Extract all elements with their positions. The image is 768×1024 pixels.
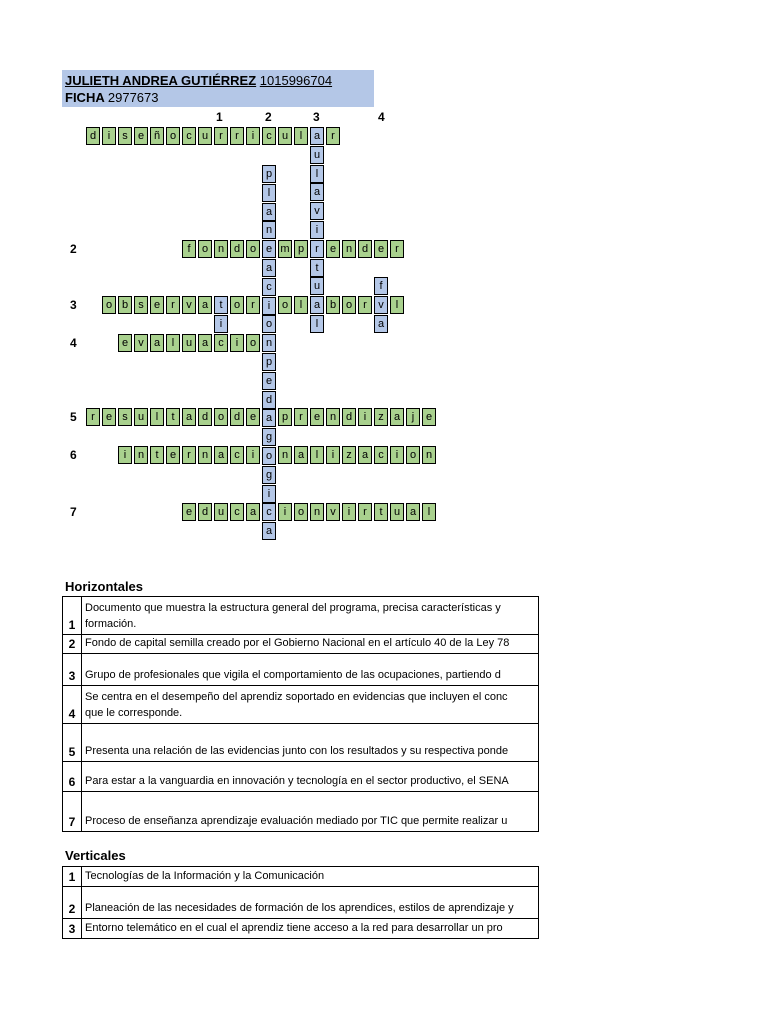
crossword-cell: b (118, 296, 132, 314)
crossword-cell: p (262, 165, 276, 183)
crossword-cell: s (134, 296, 148, 314)
crossword-cell: t (310, 259, 324, 277)
crossword-cell: a (374, 315, 388, 333)
crossword-cell: f (374, 277, 388, 295)
crossword-cell: r (310, 240, 324, 258)
crossword-cell: o (230, 296, 244, 314)
crossword-cell: c (374, 446, 388, 464)
clue-number: 2 (63, 635, 82, 654)
crossword-cell: p (294, 240, 308, 258)
crossword-cell: i (246, 127, 260, 145)
crossword-cell: i (390, 446, 404, 464)
table-row (63, 762, 539, 792)
crossword-cell: n (342, 240, 356, 258)
crossword-cell: m (278, 240, 292, 258)
crossword-cell: z (342, 446, 356, 464)
crossword-cell: l (310, 165, 324, 183)
crossword-cell: s (118, 408, 132, 426)
crossword-cell: e (246, 408, 260, 426)
crossword-cell: e (326, 240, 340, 258)
verticales-title: Verticales (65, 848, 126, 863)
clue-text-line: Documento que muestra la estructura general del programa, precisa características y (85, 602, 501, 614)
clue-number: 1 (63, 867, 82, 887)
crossword-cell: c (262, 278, 276, 296)
clue-number: 5 (63, 724, 82, 762)
crossword-cell: o (198, 240, 212, 258)
crossword-cell: c (214, 334, 228, 352)
crossword-cell: n (326, 408, 340, 426)
crossword-cell: d (198, 503, 212, 521)
crossword-cell: d (262, 391, 276, 409)
crossword-cell: r (214, 127, 228, 145)
crossword-cell: j (406, 408, 420, 426)
crossword-cell: a (262, 409, 276, 427)
clue-number: 3 (63, 654, 82, 686)
crossword-cell: a (198, 296, 212, 314)
crossword-cell: r (246, 296, 260, 314)
crossword-cell: i (246, 446, 260, 464)
crossword-cell: n (278, 446, 292, 464)
crossword-cell: e (150, 296, 164, 314)
clue-text: Presenta una relación de las evidencias junto con los resultados y su respectiva ponde (82, 724, 539, 762)
crossword-cell: a (262, 522, 276, 540)
clue-text-line: formación. (85, 618, 137, 630)
crossword-cell: r (86, 408, 100, 426)
crossword-cell: t (166, 408, 180, 426)
crossword-cell: a (310, 296, 324, 314)
crossword-cell: r (390, 240, 404, 258)
table-row (63, 887, 539, 919)
crossword-cell: n (198, 446, 212, 464)
crossword-cell: a (182, 408, 196, 426)
crossword-cell: c (262, 127, 276, 145)
crossword-cell: l (422, 503, 436, 521)
crossword-cell: c (182, 127, 196, 145)
crossword-cell: u (278, 127, 292, 145)
crossword-cell: d (342, 408, 356, 426)
crossword-cell: t (374, 503, 388, 521)
crossword-cell: u (310, 277, 324, 295)
student-name: JULIETH ANDREA GUTIÉRREZ (65, 73, 257, 88)
clue-text (82, 597, 539, 635)
clue-number: 1 (63, 597, 82, 635)
crossword-cell: o (262, 315, 276, 333)
table-row (63, 597, 539, 635)
crossword-cell: e (166, 446, 180, 464)
column-number-4: 4 (378, 110, 385, 124)
table-row (63, 635, 539, 654)
crossword-cell: i (326, 446, 340, 464)
clue-text: Planeación de las necesidades de formación de los aprendices, estilos de aprendizaje y (82, 887, 539, 919)
crossword-cell: d (358, 240, 372, 258)
table-row (63, 686, 539, 724)
crossword-cell: i (358, 408, 372, 426)
crossword-cell: c (230, 503, 244, 521)
crossword-cell: r (166, 296, 180, 314)
crossword-cell: v (374, 296, 388, 314)
crossword-cell: p (262, 353, 276, 371)
crossword-cell: u (182, 334, 196, 352)
ficha-label: FICHA (65, 90, 105, 105)
crossword-cell: o (278, 296, 292, 314)
table-row (63, 724, 539, 762)
crossword-cell: a (310, 127, 324, 145)
crossword-cell: i (310, 221, 324, 239)
table-row (63, 792, 539, 832)
row-number-6: 6 (70, 448, 77, 462)
crossword-cell: l (166, 334, 180, 352)
crossword-cell: o (166, 127, 180, 145)
crossword-cell: a (150, 334, 164, 352)
crossword-cell: p (278, 408, 292, 426)
crossword-cell: l (390, 296, 404, 314)
crossword-cell: i (262, 297, 276, 315)
crossword-cell: i (342, 503, 356, 521)
clue-text: Tecnologías de la Información y la Comunicación (82, 867, 539, 887)
column-number-2: 2 (265, 110, 272, 124)
crossword-cell: l (150, 408, 164, 426)
clue-number: 6 (63, 762, 82, 792)
clue-text: Entorno telemático en el cual el aprendiz tiene acceso a la red para desarrollar un pro (82, 919, 539, 939)
crossword-cell: e (102, 408, 116, 426)
row-number-3: 3 (70, 298, 77, 312)
crossword-cell: a (262, 203, 276, 221)
crossword-cell: e (118, 334, 132, 352)
crossword-cell: n (134, 446, 148, 464)
crossword-cell: a (246, 503, 260, 521)
crossword-cell: e (182, 503, 196, 521)
row-number-4: 4 (70, 336, 77, 350)
crossword-cell: ñ (150, 127, 164, 145)
crossword-cell: u (214, 503, 228, 521)
crossword-cell: o (406, 446, 420, 464)
crossword-cell: a (358, 446, 372, 464)
crossword-cell: r (230, 127, 244, 145)
crossword-cell: n (262, 334, 276, 352)
crossword-cell: o (102, 296, 116, 314)
crossword-cell: l (294, 127, 308, 145)
row-number-5: 5 (70, 410, 77, 424)
crossword-cell: z (374, 408, 388, 426)
column-number-3: 3 (313, 110, 320, 124)
crossword-cell: a (198, 334, 212, 352)
crossword-cell: t (214, 296, 228, 314)
table-row (63, 919, 539, 939)
horizontales-table (62, 596, 539, 832)
crossword-cell: e (374, 240, 388, 258)
crossword-cell: u (390, 503, 404, 521)
crossword-cell: g (262, 428, 276, 446)
crossword-cell: d (86, 127, 100, 145)
crossword-cell: r (358, 296, 372, 314)
crossword-cell: n (214, 240, 228, 258)
crossword-cell: u (198, 127, 212, 145)
crossword-cell: i (214, 315, 228, 333)
crossword-cell: c (230, 446, 244, 464)
clue-text-line: que le corresponde. (85, 707, 183, 719)
column-number-1: 1 (216, 110, 223, 124)
crossword-cell: e (262, 240, 276, 258)
crossword-cell: e (262, 372, 276, 390)
crossword-cell: d (198, 408, 212, 426)
crossword-cell: a (310, 183, 324, 201)
crossword-cell: d (230, 240, 244, 258)
crossword-cell: c (262, 503, 276, 521)
crossword-cell: l (294, 296, 308, 314)
crossword-cell: i (118, 446, 132, 464)
crossword-cell: e (422, 408, 436, 426)
table-row (63, 867, 539, 887)
crossword-cell: a (214, 446, 228, 464)
crossword-cell: l (310, 446, 324, 464)
crossword-cell: e (134, 127, 148, 145)
crossword-cell: a (294, 446, 308, 464)
crossword-cell: t (150, 446, 164, 464)
crossword-cell: n (422, 446, 436, 464)
crossword-cell: b (326, 296, 340, 314)
crossword-cell: r (182, 446, 196, 464)
clue-number: 7 (63, 792, 82, 832)
ficha-number: 2977673 (107, 90, 159, 105)
student-id: 1015996704 (259, 73, 333, 88)
crossword-cell: v (182, 296, 196, 314)
crossword-cell: f (182, 240, 196, 258)
crossword-cell: e (310, 408, 324, 426)
crossword-cell: a (406, 503, 420, 521)
clue-text: Proceso de enseñanza aprendizaje evaluación mediado por TIC que permite realizar u (82, 792, 539, 832)
crossword-cell: v (134, 334, 148, 352)
crossword-cell: r (326, 127, 340, 145)
crossword-cell: o (246, 240, 260, 258)
crossword-cell: d (230, 408, 244, 426)
clue-number: 3 (63, 919, 82, 939)
crossword-cell: a (262, 259, 276, 277)
crossword-cell: o (342, 296, 356, 314)
clue-number: 2 (63, 887, 82, 919)
crossword-cell: o (214, 408, 228, 426)
clue-number: 4 (63, 686, 82, 724)
crossword-cell: r (294, 408, 308, 426)
verticales-table (62, 866, 539, 939)
clue-text: Para estar a la vanguardia en innovación y tecnología en el sector productivo, el SENA (82, 762, 539, 792)
crossword-cell: r (358, 503, 372, 521)
crossword-cell: u (310, 146, 324, 164)
crossword-cell: i (278, 503, 292, 521)
row-number-7: 7 (70, 505, 77, 519)
crossword-cell: v (310, 202, 324, 220)
crossword-cell: s (118, 127, 132, 145)
crossword-cell: o (246, 334, 260, 352)
crossword-cell: i (102, 127, 116, 145)
crossword-cell: n (262, 221, 276, 239)
horizontales-title: Horizontales (65, 579, 144, 594)
clue-text: Fondo de capital semilla creado por el Gobierno Nacional en el artículo 40 de la Ley 78 (82, 635, 539, 654)
crossword-cell: u (134, 408, 148, 426)
crossword-cell: a (390, 408, 404, 426)
crossword-cell: i (230, 334, 244, 352)
crossword-cell: i (262, 485, 276, 503)
crossword-cell: l (262, 184, 276, 202)
crossword-cell: l (310, 315, 324, 333)
crossword-cell: n (310, 503, 324, 521)
clue-text: Grupo de profesionales que vigila el comportamiento de las ocupaciones, partiendo d (82, 654, 539, 686)
row-number-2: 2 (70, 242, 77, 256)
table-row (63, 654, 539, 686)
crossword-cell: v (326, 503, 340, 521)
crossword-cell: o (294, 503, 308, 521)
crossword-cell: g (262, 466, 276, 484)
clue-text-line: Se centra en el desempeño del aprendiz soportado en evidencias que incluyen el conc (85, 691, 508, 703)
clue-text (82, 686, 539, 724)
crossword-cell: o (262, 447, 276, 465)
